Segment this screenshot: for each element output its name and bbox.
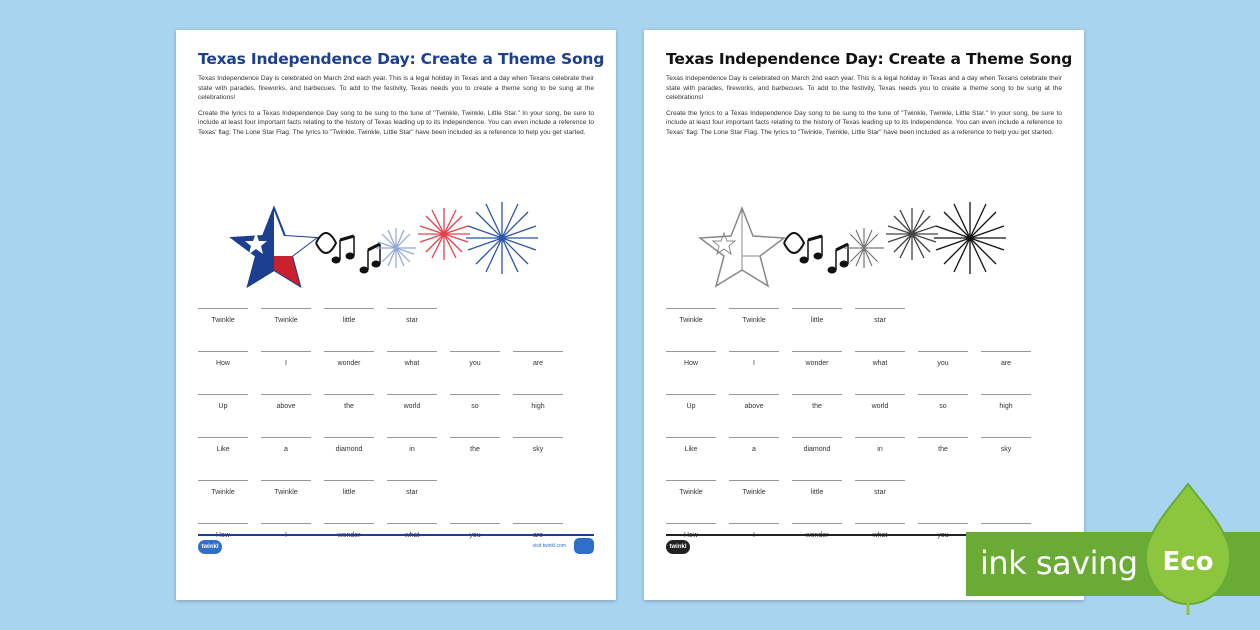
lyric-word: Twinkle	[742, 489, 766, 496]
answer-line[interactable]	[855, 351, 905, 360]
answer-line[interactable]	[855, 437, 905, 446]
twinkl-logo: twinkl	[198, 540, 222, 554]
answer-line[interactable]	[387, 437, 437, 446]
lyric-word: wonder	[337, 360, 361, 367]
answer-line[interactable]	[198, 437, 248, 446]
lyric-row	[198, 300, 598, 343]
answer-line[interactable]	[324, 308, 374, 317]
answer-line[interactable]	[387, 351, 437, 360]
lyric-word: diamond	[803, 446, 831, 453]
lyric-word: world	[403, 403, 421, 410]
answer-line[interactable]	[261, 351, 311, 360]
worksheet-footer	[198, 534, 594, 564]
lyric-word: wonder	[805, 360, 829, 367]
answer-line[interactable]	[261, 308, 311, 317]
lyric-word: little	[810, 489, 824, 496]
worksheet-title: Texas Independence Day: Create a Theme Song	[198, 50, 605, 68]
answer-line[interactable]	[513, 351, 563, 360]
answer-line[interactable]	[450, 437, 500, 446]
answer-line[interactable]	[198, 480, 248, 489]
music-notes-icon	[784, 233, 848, 273]
lyric-word: high	[531, 403, 545, 410]
lyric-word: How	[215, 360, 230, 367]
footer-url[interactable]: visit twinkl.com	[532, 543, 566, 549]
answer-line[interactable]	[513, 394, 563, 403]
answer-line[interactable]	[918, 394, 968, 403]
lyric-word: in	[409, 446, 415, 453]
star-fireworks-illustration	[176, 198, 616, 308]
firework-small-icon	[376, 228, 416, 268]
lyric-word: little	[342, 317, 356, 324]
answer-line[interactable]	[729, 308, 779, 317]
answer-line[interactable]	[324, 351, 374, 360]
answer-line[interactable]	[198, 394, 248, 403]
answer-line[interactable]	[981, 437, 1031, 446]
answer-line[interactable]	[729, 394, 779, 403]
twinkl-logo: twinkl	[666, 540, 690, 554]
answer-line[interactable]	[387, 480, 437, 489]
lyric-word: Like	[216, 446, 230, 453]
lyric-word: you	[469, 360, 481, 367]
answer-line[interactable]	[729, 351, 779, 360]
answer-line[interactable]	[450, 351, 500, 360]
answer-line[interactable]	[918, 437, 968, 446]
lyric-row	[198, 429, 598, 472]
lyric-word: Twinkle	[742, 317, 766, 324]
eco-leaf-icon	[1138, 482, 1238, 617]
lyric-word: star	[874, 317, 886, 324]
answer-line[interactable]	[387, 523, 437, 532]
lyric-word: Up	[686, 403, 696, 410]
lyric-word: a	[752, 446, 756, 453]
answer-line[interactable]	[324, 437, 374, 446]
lyric-word: the	[812, 403, 822, 410]
answer-line[interactable]	[261, 523, 311, 532]
music-notes-icon	[316, 233, 380, 273]
lyric-word: I	[753, 360, 755, 367]
footer-divider	[198, 534, 594, 536]
lyric-word: Up	[218, 403, 228, 410]
firework-small-icon	[844, 228, 884, 268]
lyric-word: little	[810, 317, 824, 324]
intro-paragraph: Texas Independence Day is celebrated on March 2nd each year. This is a legal holiday in Texas and a day when Texans celebrate their state with parades, fireworks, and barbecues. To add to the festivity, Texas needs you to create a theme song to be sung at the celebrations!	[198, 75, 594, 102]
lyric-row	[666, 429, 1066, 472]
lyric-word: the	[938, 446, 948, 453]
answer-line[interactable]	[513, 523, 563, 532]
answer-line[interactable]	[981, 351, 1031, 360]
lyric-word: star	[406, 317, 418, 324]
answer-line[interactable]	[729, 523, 779, 532]
lyric-word: above	[276, 403, 296, 410]
texas-star-icon	[232, 208, 316, 286]
firework-red-icon	[418, 208, 470, 260]
answer-line[interactable]	[792, 523, 842, 532]
answer-line[interactable]	[666, 308, 716, 317]
answer-line[interactable]	[666, 351, 716, 360]
answer-line[interactable]	[450, 523, 500, 532]
answer-line[interactable]	[666, 523, 716, 532]
answer-line[interactable]	[918, 523, 968, 532]
lyric-word: How	[683, 360, 698, 367]
lyric-row	[198, 472, 598, 515]
answer-line[interactable]	[918, 351, 968, 360]
lyric-word: above	[744, 403, 764, 410]
answer-line[interactable]	[729, 480, 779, 489]
answer-line[interactable]	[666, 437, 716, 446]
lyric-word: are	[1000, 360, 1012, 367]
worksheet-title: Texas Independence Day: Create a Theme Song	[666, 50, 1073, 68]
instructions-paragraph: Create the lyrics to a Texas Independence Day song to be sung to the tune of "Twinkle, Twinkle, Little Star." In your song, be sure to include at least four important facts relating to the history of Texas leading up to its Independence. You can even include a reference to Texas' flag: The Lone Star Flag. The lyrics to "Twinkle, Twinkle, Little Star" have been included as a reference to help you get started.	[666, 109, 1062, 136]
answer-line[interactable]	[855, 308, 905, 317]
answer-line[interactable]	[324, 394, 374, 403]
answer-line[interactable]	[981, 523, 1031, 532]
answer-line[interactable]	[261, 437, 311, 446]
badge-logo-icon	[574, 538, 594, 554]
lyric-word: so	[939, 403, 947, 410]
answer-line[interactable]	[792, 351, 842, 360]
lyric-word: diamond	[335, 446, 363, 453]
firework-gray-icon	[886, 208, 938, 260]
lyric-word: Like	[684, 446, 698, 453]
lyric-word: are	[532, 360, 544, 367]
lyric-row	[666, 386, 1066, 429]
answer-line[interactable]	[792, 437, 842, 446]
firework-black-icon	[934, 202, 1006, 274]
lyric-row	[666, 472, 1066, 515]
answer-line[interactable]	[261, 394, 311, 403]
lyric-word: Twinkle	[211, 489, 235, 496]
lyric-row	[198, 343, 598, 386]
lyrics-grid	[666, 300, 1066, 558]
answer-line[interactable]	[387, 308, 437, 317]
star-fireworks-illustration	[644, 198, 1084, 308]
lyric-word: Twinkle	[211, 317, 235, 324]
lyric-word: I	[285, 360, 287, 367]
lyric-word: in	[877, 446, 883, 453]
answer-line[interactable]	[324, 523, 374, 532]
answer-line[interactable]	[855, 480, 905, 489]
answer-line[interactable]	[198, 351, 248, 360]
answer-line[interactable]	[324, 480, 374, 489]
lyric-word: Twinkle	[274, 489, 298, 496]
lyric-word: sky	[532, 446, 544, 453]
answer-line[interactable]	[792, 480, 842, 489]
lyric-word: little	[342, 489, 356, 496]
worksheet-eco	[644, 30, 1084, 600]
answer-line[interactable]	[855, 523, 905, 532]
lyric-word: star	[874, 489, 886, 496]
lyric-word: a	[284, 446, 288, 453]
lyric-word: Twinkle	[679, 317, 703, 324]
answer-line[interactable]	[198, 308, 248, 317]
answer-line[interactable]	[729, 437, 779, 446]
answer-line[interactable]	[666, 480, 716, 489]
answer-line[interactable]	[450, 394, 500, 403]
texas-star-outline-icon	[700, 208, 784, 286]
answer-line[interactable]	[666, 394, 716, 403]
answer-line[interactable]	[792, 394, 842, 403]
answer-line[interactable]	[198, 523, 248, 532]
answer-line[interactable]	[387, 394, 437, 403]
answer-line[interactable]	[792, 308, 842, 317]
answer-line[interactable]	[981, 394, 1031, 403]
lyric-word: the	[344, 403, 354, 410]
instructions-paragraph: Create the lyrics to a Texas Independence Day song to be sung to the tune of "Twinkle, Twinkle, Little Star." In your song, be sure to include at least four important facts relating to the history of Texas leading up to its Independence. You can even include a reference to Texas' flag: The Lone Star Flag. The lyrics to "Twinkle, Twinkle, Little Star" have been included as a reference to help you get started.	[198, 109, 594, 136]
lyric-word: what	[404, 360, 420, 367]
answer-line[interactable]	[261, 480, 311, 489]
answer-line[interactable]	[855, 394, 905, 403]
badge-label: ink saving	[980, 544, 1138, 582]
lyric-word: the	[470, 446, 480, 453]
lyric-word: what	[872, 360, 888, 367]
badge-eco-text: Eco	[1162, 547, 1214, 577]
lyric-word: so	[471, 403, 479, 410]
lyric-word: you	[937, 360, 949, 367]
lyric-word: world	[871, 403, 889, 410]
lyric-word: Twinkle	[679, 489, 703, 496]
answer-line[interactable]	[513, 437, 563, 446]
lyric-word: high	[999, 403, 1013, 410]
lyric-word: sky	[1000, 446, 1012, 453]
lyric-word: Twinkle	[274, 317, 298, 324]
lyric-row	[198, 386, 598, 429]
lyric-row	[666, 343, 1066, 386]
lyric-row	[666, 300, 1066, 343]
intro-paragraph: Texas Independence Day is celebrated on March 2nd each year. This is a legal holiday in Texas and a day when Texans celebrate their state with parades, fireworks, and barbecues. To add to the festivity, Texas needs you to create a theme song to be sung at the celebrations!	[666, 75, 1062, 102]
lyric-word: star	[406, 489, 418, 496]
lyrics-grid	[198, 300, 598, 558]
firework-blue-icon	[466, 202, 538, 274]
worksheet-color	[176, 30, 616, 600]
